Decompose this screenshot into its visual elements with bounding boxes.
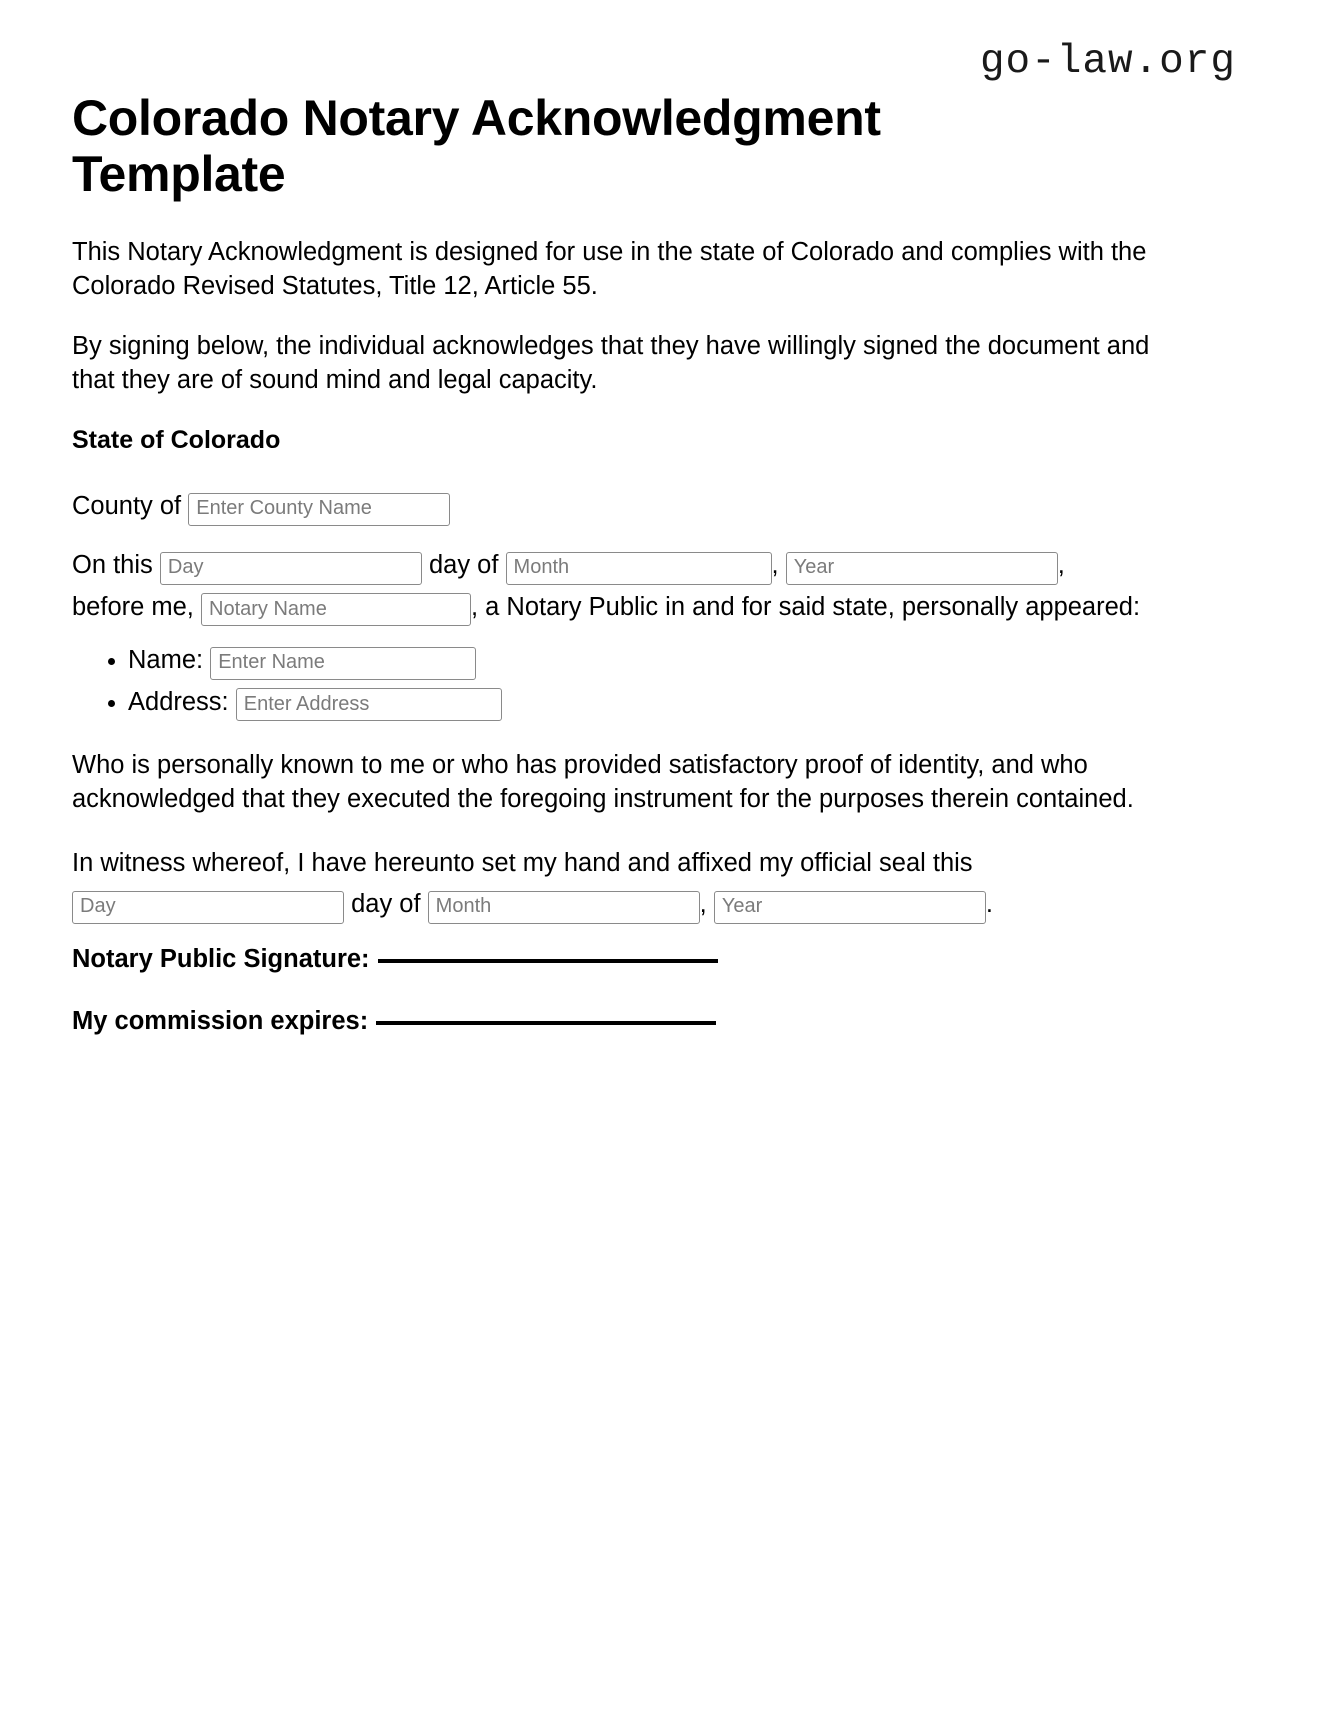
commission-expires-rule[interactable] bbox=[376, 1020, 716, 1025]
appearance-comma-2: , bbox=[1057, 551, 1065, 580]
name-label: Name: bbox=[128, 646, 204, 675]
signature-block bbox=[72, 943, 1236, 1037]
witness-comma: , bbox=[699, 890, 707, 919]
site-wordmark: go-law.org bbox=[979, 39, 1236, 85]
appearance-month-input[interactable] bbox=[506, 552, 772, 585]
witness-day-input[interactable] bbox=[72, 891, 344, 924]
commission-expires-label: My commission expires: bbox=[72, 1006, 369, 1035]
witness-month-input[interactable] bbox=[428, 891, 700, 924]
address-label: Address: bbox=[128, 687, 229, 716]
before-me-label: before me, bbox=[72, 592, 194, 621]
list-item-name bbox=[128, 642, 1236, 680]
notary-signature-rule[interactable] bbox=[378, 958, 718, 963]
county-row bbox=[72, 486, 1232, 527]
notary-signature-label: Notary Public Signature: bbox=[72, 945, 370, 974]
notary-signature-row bbox=[72, 943, 1236, 976]
appearance-comma: , bbox=[771, 551, 779, 580]
appeared-person-list bbox=[72, 642, 1236, 721]
appearance-day-input[interactable] bbox=[160, 552, 422, 585]
witness-year-input[interactable] bbox=[714, 891, 986, 924]
person-address-input[interactable] bbox=[236, 688, 502, 721]
witness-row bbox=[72, 843, 1232, 926]
appearance-row bbox=[72, 545, 1232, 628]
intro-paragraph: This Notary Acknowledgment is designed for use in the state of Colorado and complies with the Colorado Revised Statutes, Title 12, Article 55. bbox=[72, 238, 1147, 300]
county-label: County of bbox=[72, 492, 182, 521]
person-name-input[interactable] bbox=[210, 647, 476, 680]
on-this-label: On this bbox=[72, 551, 153, 580]
witness-period: . bbox=[985, 890, 993, 919]
notary-name-input[interactable] bbox=[201, 593, 471, 626]
commission-expires-row bbox=[72, 1005, 1236, 1038]
witness-day-of-label: day of bbox=[351, 890, 421, 919]
list-item-address bbox=[128, 684, 1236, 722]
page-title: Colorado Notary Acknowledgment Template bbox=[72, 90, 881, 202]
after-notary-text: , a Notary Public in and for said state, personally appeared: bbox=[471, 592, 1141, 621]
state-heading: State of Colorado bbox=[72, 425, 281, 454]
known-paragraph: Who is personally known to me or who has provided satisfactory proof of identity, and who acknowledged that they executed the foregoing instrument for the purposes therein contained. bbox=[72, 751, 1134, 813]
county-input[interactable] bbox=[188, 493, 450, 526]
signing-paragraph: By signing below, the individual acknowledges that they have willingly signed the document and that they are of sound mind and legal capacity. bbox=[72, 331, 1150, 394]
day-of-label: day of bbox=[428, 551, 499, 580]
appearance-year-input[interactable] bbox=[786, 552, 1058, 585]
witness-lead-text: In witness whereof, I have hereunto set my hand and affixed my official seal this bbox=[72, 848, 973, 877]
